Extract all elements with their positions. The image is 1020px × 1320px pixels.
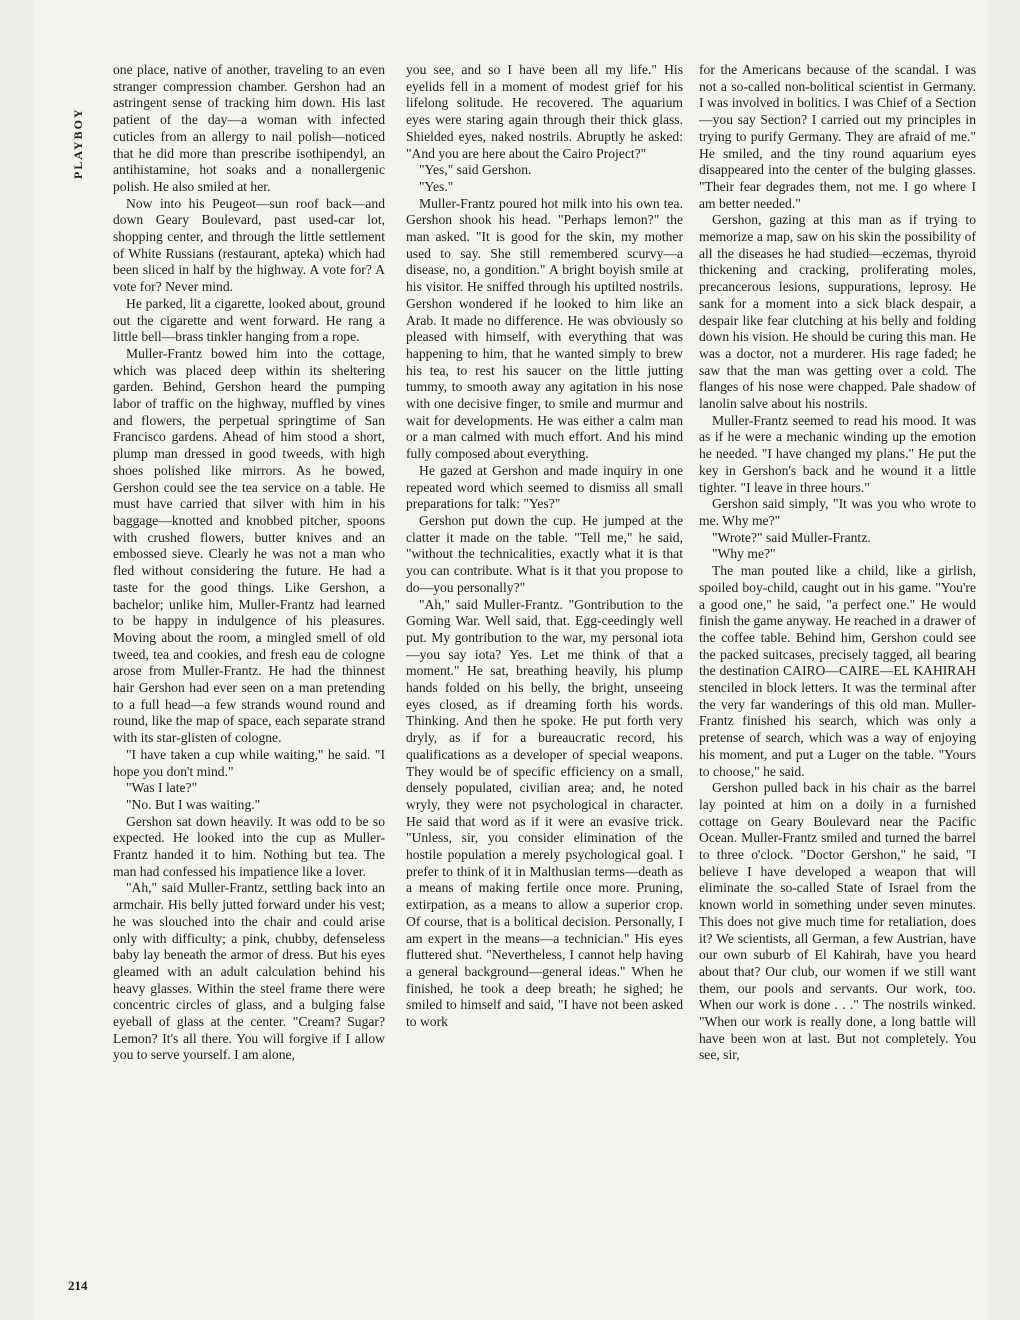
paragraph: He gazed at Gershon and made inquiry in one repeated word which seemed to dismiss all small preparations for talk: "Yes?" bbox=[406, 462, 683, 512]
text-column-2 bbox=[406, 62, 683, 1302]
paragraph: Muller-Frantz seemed to read his mood. It was as if he were a mechanic winding up the emotion he needed. "I have changed my plans." He put the key in Gershon's back and he wound it a little tighter. "I leave in three hours." bbox=[699, 412, 976, 495]
paragraph: "Ah," said Muller-Frantz, settling back into an armchair. His belly jutted forward under his vest; he was slouched into the chair and could arise only with difficulty; a pink, chubby, defenseless baby lay beneath the armor of dress. But his eyes gleamed with an adult calculation behind his heavy glasses. Within the steel frame there were concentric circles of glass, and a bulging false eyeball of glass at the center. "Cream? Sugar? Lemon? It's all there. You will forgive if I allow you to serve yourself. I am alone, bbox=[113, 880, 385, 1063]
paragraph: Now into his Peugeot—sun roof back—and down Geary Boulevard, past used-car lot, shopping center, and through the little settlement of White Russians (restaurant, apteka) which had been sliced in half by the highway. A vote for? A vote for? Never mind. bbox=[113, 195, 385, 295]
paragraph: The man pouted like a child, like a girlish, spoiled boy-child, caught out in his game. "You're a good one," he said, "a perfect one." He would finish the game anyway. He reached in a drawer of the coffee table. Behind him, Gershon could see the packed suitcases, precisely tagged, all bearing the destination CAIRO—CAIRE—EL KAHIRAH stenciled in block letters. It was the terminal after the very far wanderings of this old man. Muller-Frantz finished his search, which was only a pretense of search, which was a way of enjoying his moment, and put a Luger on the table. "Yours to choose," he said. bbox=[699, 563, 976, 779]
paragraph: one place, native of another, traveling to an even stranger compression chamber. Gershon had an astringent sense of tracking him down. His last patient of the day—a woman with infected cuticles from an allergy to nail polish—noticed that he did more than prescribe isothipendyl, an antihistamine, hot soaks and a nonallergenic polish. He also smiled at her. bbox=[113, 62, 385, 194]
page-number: 214 bbox=[68, 1278, 88, 1293]
paragraph: Gershon put down the cup. He jumped at the clatter it made on the table. "Tell me," he said, "without the technicalities, exactly what it is that you can contribute. What is it that you propose to do—you personally?" bbox=[406, 512, 683, 595]
paragraph: "Why me?" bbox=[712, 546, 776, 562]
paragraph: He parked, lit a cigarette, looked about, ground out the cigarette and went forward. He rang a little bell—brass tinkler hanging from a rope. bbox=[113, 295, 385, 345]
paragraph: Gershon said simply, "It was you who wrote to me. Why me?" bbox=[699, 496, 976, 528]
paragraph: for the Americans because of the scandal. I was not a so-called non-bolitical scientist in Germany. I was involved in bolitics. I was Chief of a Section—you say Section? I carried out my principles in trying to purify Germany. They are afraid of me." He smiled, and the tiny round aquarium eyes disappeared into the center of the bulging glasses. "Their fear degrades them, not me. I go where I am better needed." bbox=[699, 62, 976, 211]
running-head: PLAYBOY bbox=[71, 107, 85, 179]
magazine-page bbox=[33, 0, 988, 1320]
paragraph: "Ah," said Muller-Frantz. "Gontribution to the Goming War. Well said, that. Egg-ceedingly well put. My gontribution to the war, my personal iota—you say iota? Yes. Let me think of that a moment." He sat, breathing heavily, his plump hands folded on his belly, the bright, unseeing eyes closed, as if dreaming forth his words. Thinking. And then he spoke. He put forth very dryly, as if for a bureaucratic record, his qualifications as a developer of special weapons. They would be of specific efficiency on a small, densely populated, civilian area; and, he noted wryly, they were not psychological in character. He said that word as if it were an evasive trick. "Unless, sir, you consider elimination of the hostile population a merely psychological goal. I prefer to think of it in Malthusian terms—death as a means of making fertile once more. Pruning, extirpation, as a means to allow a superior crop. Of course, that is a bolitical decision. Personally, I am expert in the means—a technician." His eyes fluttered shut. "Nevertheless, I cannot help having a general background—general ideas." When he finished, he took a deep breath; he sighed; he smiled to himself and said, "I have not been asked to work bbox=[406, 596, 683, 1030]
paragraph: "Was I late?" bbox=[126, 780, 198, 796]
paragraph: "I have taken a cup while waiting," he said. "I hope you don't mind." bbox=[113, 746, 385, 779]
paragraph: Gershon pulled back in his chair as the barrel lay pointed at him on a doily in a furnished cottage on Geary Boulevard near the Pacific Ocean. Muller-Frantz smiled and turned the barrel to three o'clock. "Doctor Gershon," he said, "I believe I have developed a weapon that will eliminate the so-called State of Israel from the known world in something under seven minutes. This does not give much time for retaliation, does it? We scientists, all German, a few Austrian, have our own suburb of El Kahirah, have you heard about that? Our club, our women if we still want them, our pools and servants. Our work, too. When our work is done . . ." The nostrils winked. "When our work is really done, a long battle will have been won at last. But not completely. You see, sir, bbox=[699, 780, 976, 1063]
text-column-3 bbox=[699, 62, 976, 1302]
paragraph: "Wrote?" said Muller-Frantz. bbox=[712, 529, 871, 545]
text-column-1 bbox=[113, 62, 385, 1302]
paragraph: Muller-Frantz bowed him into the cottage, which was placed deep within its sheltering garden. Behind, Gershon heard the pumping labor of traffic on the highway, muffled by vines and flowers, the perpetual springtime of San Francisco gardens. Ahead of him stood a short, plump man dressed in good tweeds, with high shoes polished like mirrors. As he bowed, Gershon could see the tea service on a table. He must have carried that silver with him in his baggage—knotted and knobbed pitcher, spoons with crushed flowers, butter knives and an embossed sieve. Clearly he was not a man who fled without considering the future. He had a taste for the good things. Like Gershon, a bachelor; unlike him, Muller-Frantz had learned to be happy in indulgence of his pleasures. Moving about the room, a mingled smell of old tweed, tea and cookies, and fresh eau de cologne arose from Muller-Frantz. He had the thinnest hair Gershon had ever seen on a man pretending to a full head—a few strands wound round and round, like the map of space, each separate strand with its star-glisten of cologne. bbox=[113, 345, 385, 746]
paragraph: "No. But I was waiting." bbox=[126, 796, 261, 812]
paragraph: Gershon, gazing at this man as if trying to memorize a map, saw on his skin the possibility of all the diseases he had studied—eczemas, thyroid thickening and cracking, proliferating moles, precancerous lesions, suppurations, leprosy. He sank for a moment into a sick black despair, a despair like fear clutching at his belly and folding down his vision. He should be curing this man. He was a doctor, not a murderer. His rage faded; he saw that the man was getting over a cold. The flanges of his nose were chapped. Pale shadow of lanolin salve about his nostrils. bbox=[699, 212, 976, 412]
paragraph: you see, and so I have been all my life." His eyelids fell in a moment of modest grief for his lifelong solitude. He recovered. The aquarium eyes were staring again through their thick glass. Shielded eyes, naked nostrils. Abruptly he asked: "And you are here about the Cairo Project?" bbox=[406, 62, 683, 161]
paragraph: Muller-Frantz poured hot milk into his own tea. Gershon shook his head. "Perhaps lemon?" the man asked. "It is good for the skin, my mother used to say. She still remembered scurvy—a disease, no, a gondition." A bright boyish smile at his visitor. He sniffed through his uptilted nostrils. Gershon wondered if he looked to him like an Arab. It made no difference. He was obviously so pleased with himself, with everything that was happening to him, that he wanted simply to brew his tea, to rest his saucer on the little jutting tummy, to smooth away any agitation in his nose with one decisive finger, to smile and murmur and wait for developments. He was either a calm man or a man calmed with much effort. And his mind fully composed about everything. bbox=[406, 195, 683, 462]
paragraph: "Yes." bbox=[419, 178, 454, 194]
paragraph: Gershon sat down heavily. It was odd to be so expected. He looked into the cup as Muller-Frantz handed it to him. Nothing but tea. The man had confessed his impatience like a lover. bbox=[113, 813, 385, 879]
paragraph: "Yes," said Gershon. bbox=[419, 162, 532, 178]
